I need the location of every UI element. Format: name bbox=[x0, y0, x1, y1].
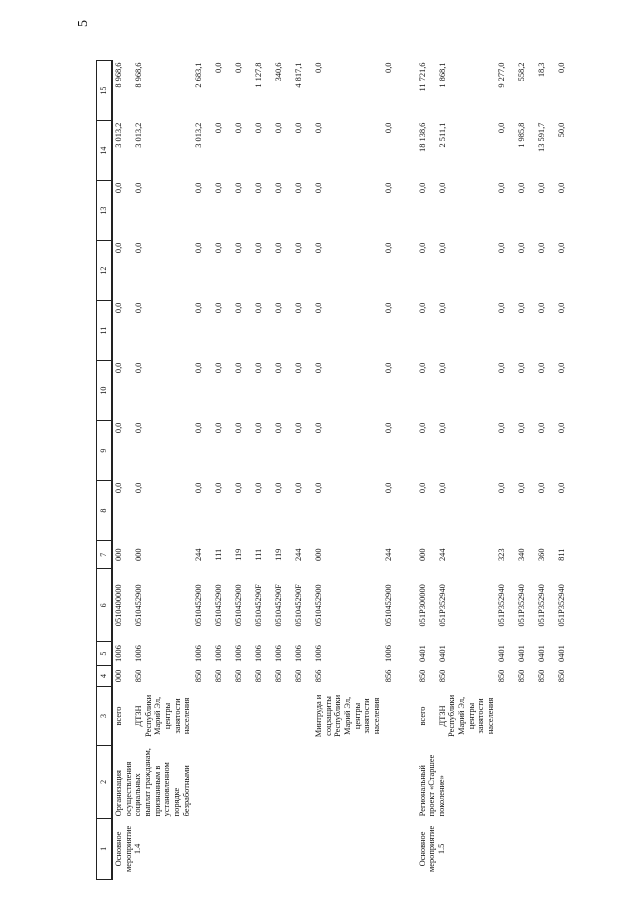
executor-cell bbox=[193, 687, 213, 746]
amount-cell: 0,0 bbox=[557, 242, 567, 254]
amount-cell: 0,0 bbox=[537, 242, 547, 254]
amount-cell: 0,0 bbox=[557, 422, 567, 434]
amount-cell: 8 968,6 bbox=[114, 62, 123, 88]
amount-cell: 0,0 bbox=[233, 302, 243, 314]
csr-cell: 051P352940 bbox=[537, 584, 547, 627]
amount-cell: 11 721,6 bbox=[417, 62, 427, 92]
amount-cell: 18 138,6 bbox=[417, 122, 427, 152]
executor-cell bbox=[253, 687, 273, 746]
amount-cell: 0,0 bbox=[114, 482, 123, 494]
column-header: 10 bbox=[97, 361, 113, 421]
amount-cell: 1 127,8 bbox=[253, 62, 263, 88]
amount-cell: 0,0 bbox=[253, 362, 263, 374]
amount-cell: 50,0 bbox=[557, 122, 567, 138]
amount-cell: 1 985,8 bbox=[517, 122, 527, 148]
vr-cell: 111 bbox=[253, 548, 263, 561]
amount-cell: 0,0 bbox=[383, 62, 393, 73]
amount-cell: 0,0 bbox=[497, 182, 507, 194]
grbs-cell: 856 bbox=[383, 669, 393, 683]
rzpr-cell: 1006 bbox=[114, 645, 123, 662]
vr-cell: 000 bbox=[313, 548, 323, 562]
amount-cell: 0,0 bbox=[557, 62, 567, 73]
rzpr-cell: 1006 bbox=[253, 645, 263, 662]
amount-cell: 0,0 bbox=[213, 302, 223, 314]
amount-cell: 0,0 bbox=[213, 422, 223, 434]
grbs-cell: 850 bbox=[213, 669, 223, 683]
rzpr-cell: 0401 bbox=[417, 645, 427, 662]
column-header: 5 bbox=[97, 642, 113, 666]
grbs-cell: 000 bbox=[114, 669, 123, 683]
csr-cell: 051P352940 bbox=[517, 584, 527, 627]
amount-cell: 3 013,2 bbox=[114, 122, 123, 148]
column-header: 4 bbox=[97, 665, 113, 686]
amount-cell: 0,0 bbox=[213, 242, 223, 254]
grbs-cell: 850 bbox=[273, 669, 283, 683]
column-header: 13 bbox=[97, 181, 113, 241]
csr-cell: 051P352940 bbox=[437, 584, 447, 627]
grbs-cell: 850 bbox=[437, 669, 447, 683]
csr-cell: 0510452900 bbox=[213, 584, 223, 627]
grbs-cell: 856 bbox=[313, 669, 323, 683]
amount-cell: 0,0 bbox=[193, 482, 203, 494]
rzpr-cell: 0401 bbox=[437, 645, 447, 662]
csr-cell: 051045290F bbox=[293, 584, 303, 627]
amount-cell: 2 683,1 bbox=[193, 62, 203, 88]
amount-cell: 0,0 bbox=[517, 482, 527, 494]
amount-cell: 0,0 bbox=[293, 482, 303, 494]
amount-cell: 0,0 bbox=[417, 482, 427, 494]
rzpr-cell: 1006 bbox=[273, 645, 283, 662]
rzpr-cell: 1006 bbox=[293, 645, 303, 662]
amount-cell: 0,0 bbox=[114, 362, 123, 374]
column-header: 3 bbox=[97, 687, 113, 746]
amount-cell: 0,0 bbox=[213, 62, 223, 73]
vr-cell: 360 bbox=[537, 548, 547, 562]
amount-cell: 0,0 bbox=[134, 242, 143, 254]
table-row bbox=[417, 61, 437, 880]
amount-cell: 0,0 bbox=[233, 182, 243, 194]
csr-cell: 0510452900 bbox=[313, 584, 323, 627]
amount-cell: 0,0 bbox=[253, 122, 263, 134]
amount-cell: 0,0 bbox=[313, 182, 323, 194]
amount-cell: 0,0 bbox=[497, 362, 507, 374]
amount-cell: 0,0 bbox=[437, 482, 447, 494]
amount-cell: 0,0 bbox=[537, 182, 547, 194]
csr-cell: 0510452900 bbox=[383, 584, 393, 627]
csr-cell: 051045290F bbox=[253, 584, 263, 627]
grbs-cell: 850 bbox=[517, 669, 527, 683]
executor-cell bbox=[556, 687, 576, 746]
amount-cell: 0,0 bbox=[313, 422, 323, 434]
amount-cell: 0,0 bbox=[233, 362, 243, 374]
amount-cell: 0,0 bbox=[383, 362, 393, 374]
grbs-cell: 850 bbox=[537, 669, 547, 683]
amount-cell: 0,0 bbox=[517, 422, 527, 434]
executor-cell: ДТЗН Республики Марий Эл, центры занятости населения bbox=[134, 694, 192, 737]
rzpr-cell: 1006 bbox=[383, 645, 393, 662]
amount-cell: 0,0 bbox=[253, 242, 263, 254]
column-header: 8 bbox=[97, 481, 113, 541]
amount-cell: 0,0 bbox=[233, 62, 243, 73]
rzpr-cell: 1006 bbox=[313, 645, 323, 662]
amount-cell: 0,0 bbox=[193, 242, 203, 254]
amount-cell: 0,0 bbox=[517, 182, 527, 194]
amount-cell: 0,0 bbox=[383, 182, 393, 194]
amount-cell: 0,0 bbox=[233, 242, 243, 254]
amount-cell: 9 277,0 bbox=[497, 62, 507, 88]
vr-cell: 119 bbox=[233, 548, 243, 561]
amount-cell: 0,0 bbox=[273, 122, 283, 134]
rzpr-cell: 1006 bbox=[233, 645, 243, 662]
amount-cell: 0,0 bbox=[557, 362, 567, 374]
amount-cell: 0,0 bbox=[437, 182, 447, 194]
executor-cell bbox=[293, 687, 313, 746]
amount-cell: 0,0 bbox=[293, 362, 303, 374]
executor-cell: ДТЗН Республики Марий Эл, центры занятости населения bbox=[437, 694, 495, 737]
csr-cell: 051P352940 bbox=[497, 584, 507, 627]
table-body bbox=[112, 61, 576, 880]
csr-cell: 051P300000 bbox=[417, 584, 427, 627]
amount-cell: 0,0 bbox=[313, 122, 323, 134]
amount-cell: 0,0 bbox=[253, 482, 263, 494]
amount-cell: 0,0 bbox=[134, 182, 143, 194]
vr-cell: 244 bbox=[383, 548, 393, 562]
amount-cell: 0,0 bbox=[517, 362, 527, 374]
executor-cell bbox=[496, 687, 516, 746]
amount-cell: 0,0 bbox=[193, 302, 203, 314]
amount-cell: 0,0 bbox=[273, 302, 283, 314]
column-header: 7 bbox=[97, 541, 113, 569]
column-header: 9 bbox=[97, 421, 113, 481]
amount-cell: 0,0 bbox=[383, 422, 393, 434]
csr-cell: 051045290F bbox=[273, 584, 283, 627]
rotated-content bbox=[76, 20, 567, 880]
vr-cell: 111 bbox=[213, 548, 223, 561]
column-header: 15 bbox=[97, 61, 113, 121]
amount-cell: 18,3 bbox=[537, 62, 547, 78]
amount-cell: 0,0 bbox=[383, 242, 393, 254]
vr-cell: 000 bbox=[134, 548, 143, 562]
budget-table bbox=[96, 60, 576, 880]
amount-cell: 0,0 bbox=[417, 242, 427, 254]
vr-cell: 000 bbox=[114, 548, 123, 562]
amount-cell: 0,0 bbox=[213, 182, 223, 194]
executor-cell bbox=[536, 687, 556, 746]
csr-cell: 0510400000 bbox=[114, 584, 123, 627]
amount-cell: 0,0 bbox=[213, 482, 223, 494]
amount-cell: 0,0 bbox=[537, 482, 547, 494]
vr-cell: 340 bbox=[517, 548, 527, 562]
csr-cell: 051P352940 bbox=[557, 584, 567, 627]
amount-cell: 0,0 bbox=[293, 122, 303, 134]
amount-cell: 0,0 bbox=[213, 362, 223, 374]
amount-cell: 2 511,1 bbox=[437, 122, 447, 148]
amount-cell: 0,0 bbox=[134, 362, 143, 374]
amount-cell: 0,0 bbox=[114, 242, 123, 254]
grbs-cell: 850 bbox=[253, 669, 263, 683]
grbs-cell: 850 bbox=[497, 669, 507, 683]
rzpr-cell: 0401 bbox=[537, 645, 547, 662]
amount-cell: 0,0 bbox=[557, 302, 567, 314]
amount-cell: 0,0 bbox=[193, 422, 203, 434]
amount-cell: 0,0 bbox=[537, 422, 547, 434]
amount-cell: 340,6 bbox=[273, 62, 283, 82]
amount-cell: 0,0 bbox=[233, 122, 243, 134]
amount-cell: 0,0 bbox=[193, 182, 203, 194]
amount-cell: 1 868,1 bbox=[437, 62, 447, 88]
vr-cell: 811 bbox=[557, 548, 567, 561]
grbs-cell: 850 bbox=[233, 669, 243, 683]
column-header: 11 bbox=[97, 301, 113, 361]
amount-cell: 0,0 bbox=[293, 182, 303, 194]
amount-cell: 0,0 bbox=[273, 182, 283, 194]
measure-status-cell: Основное мероприятие 1.4 bbox=[114, 825, 143, 873]
grbs-cell: 850 bbox=[134, 669, 143, 683]
measure-status-cell: Основное мероприятие 1.5 bbox=[417, 825, 446, 873]
amount-cell: 0,0 bbox=[437, 302, 447, 314]
measure-name-cell: Региональный проект «Старшее поколение» bbox=[417, 754, 446, 817]
executor-cell: всего bbox=[417, 706, 427, 726]
row-gap bbox=[403, 61, 417, 880]
rzpr-cell: 1006 bbox=[193, 645, 203, 662]
grbs-cell: 850 bbox=[417, 669, 427, 683]
amount-cell: 0,0 bbox=[417, 362, 427, 374]
csr-cell: 0510452900 bbox=[193, 584, 203, 627]
amount-cell: 0,0 bbox=[273, 482, 283, 494]
amount-cell: 0,0 bbox=[114, 422, 123, 434]
amount-cell: 0,0 bbox=[313, 482, 323, 494]
grbs-cell: 850 bbox=[193, 669, 203, 683]
vr-cell: 244 bbox=[193, 548, 203, 562]
amount-cell: 13 591,7 bbox=[537, 122, 547, 152]
executor-cell bbox=[516, 687, 536, 746]
amount-cell: 0,0 bbox=[497, 422, 507, 434]
amount-cell: 0,0 bbox=[383, 122, 393, 134]
amount-cell: 0,0 bbox=[417, 302, 427, 314]
executor-cell bbox=[213, 687, 233, 746]
vr-cell: 119 bbox=[273, 548, 283, 561]
amount-cell: 0,0 bbox=[313, 362, 323, 374]
amount-cell: 0,0 bbox=[497, 482, 507, 494]
amount-cell: 0,0 bbox=[383, 302, 393, 314]
amount-cell: 0,0 bbox=[497, 242, 507, 254]
rzpr-cell: 0401 bbox=[497, 645, 507, 662]
amount-cell: 0,0 bbox=[273, 362, 283, 374]
amount-cell: 558,2 bbox=[517, 62, 527, 82]
column-number-row bbox=[97, 61, 113, 880]
executor-cell bbox=[383, 687, 403, 746]
amount-cell: 0,0 bbox=[273, 242, 283, 254]
rzpr-cell: 0401 bbox=[517, 645, 527, 662]
amount-cell: 0,0 bbox=[417, 422, 427, 434]
vr-cell: 244 bbox=[437, 548, 447, 562]
column-header: 6 bbox=[97, 569, 113, 642]
amount-cell: 0,0 bbox=[253, 182, 263, 194]
vr-cell: 323 bbox=[497, 548, 507, 562]
vr-cell: 000 bbox=[417, 548, 427, 562]
amount-cell: 0,0 bbox=[273, 422, 283, 434]
page-number: 5 bbox=[76, 20, 91, 27]
measure-name-cell: Организация осуществления социальных выплат гражданам, признанным в установленном порядке безработными bbox=[114, 748, 191, 817]
amount-cell: 0,0 bbox=[253, 422, 263, 434]
amount-cell: 0,0 bbox=[193, 362, 203, 374]
amount-cell: 0,0 bbox=[517, 302, 527, 314]
amount-cell: 0,0 bbox=[497, 302, 507, 314]
amount-cell: 0,0 bbox=[557, 182, 567, 194]
amount-cell: 0,0 bbox=[437, 242, 447, 254]
amount-cell: 0,0 bbox=[114, 182, 123, 194]
amount-cell: 3 013,2 bbox=[193, 122, 203, 148]
amount-cell: 0,0 bbox=[293, 422, 303, 434]
column-header: 12 bbox=[97, 241, 113, 301]
amount-cell: 0,0 bbox=[497, 122, 507, 134]
amount-cell: 0,0 bbox=[383, 482, 393, 494]
rzpr-cell: 1006 bbox=[134, 645, 143, 662]
amount-cell: 0,0 bbox=[293, 242, 303, 254]
table-row bbox=[112, 61, 133, 880]
executor-cell bbox=[233, 687, 253, 746]
amount-cell: 0,0 bbox=[293, 302, 303, 314]
executor-cell: Минтруда и соцзащиты Республики Марий Эл, центры занятости населения bbox=[313, 694, 381, 738]
amount-cell: 0,0 bbox=[437, 422, 447, 434]
amount-cell: 0,0 bbox=[233, 422, 243, 434]
csr-cell: 0510452900 bbox=[134, 584, 143, 627]
amount-cell: 0,0 bbox=[114, 302, 123, 314]
amount-cell: 0,0 bbox=[134, 422, 143, 434]
amount-cell: 0,0 bbox=[537, 362, 547, 374]
amount-cell: 0,0 bbox=[134, 302, 143, 314]
vr-cell: 244 bbox=[293, 548, 303, 562]
executor-cell: всего bbox=[114, 706, 123, 726]
amount-cell: 4 817,1 bbox=[293, 62, 303, 88]
amount-cell: 0,0 bbox=[313, 242, 323, 254]
amount-cell: 0,0 bbox=[213, 122, 223, 134]
grbs-cell: 850 bbox=[293, 669, 303, 683]
column-header: 14 bbox=[97, 121, 113, 181]
amount-cell: 0,0 bbox=[437, 362, 447, 374]
amount-cell: 8 968,6 bbox=[134, 62, 143, 88]
amount-cell: 3 013,2 bbox=[134, 122, 143, 148]
amount-cell: 0,0 bbox=[557, 482, 567, 494]
executor-cell bbox=[273, 687, 293, 746]
amount-cell: 0,0 bbox=[253, 302, 263, 314]
amount-cell: 0,0 bbox=[233, 482, 243, 494]
csr-cell: 0510452900 bbox=[233, 584, 243, 627]
rzpr-cell: 1006 bbox=[213, 645, 223, 662]
amount-cell: 0,0 bbox=[537, 302, 547, 314]
amount-cell: 0,0 bbox=[517, 242, 527, 254]
amount-cell: 0,0 bbox=[134, 482, 143, 494]
amount-cell: 0,0 bbox=[417, 182, 427, 194]
rzpr-cell: 0401 bbox=[557, 645, 567, 662]
column-header: 1 bbox=[97, 818, 113, 879]
grbs-cell: 850 bbox=[557, 669, 567, 683]
amount-cell: 0,0 bbox=[313, 62, 323, 73]
column-header: 2 bbox=[97, 745, 113, 818]
amount-cell: 0,0 bbox=[313, 302, 323, 314]
